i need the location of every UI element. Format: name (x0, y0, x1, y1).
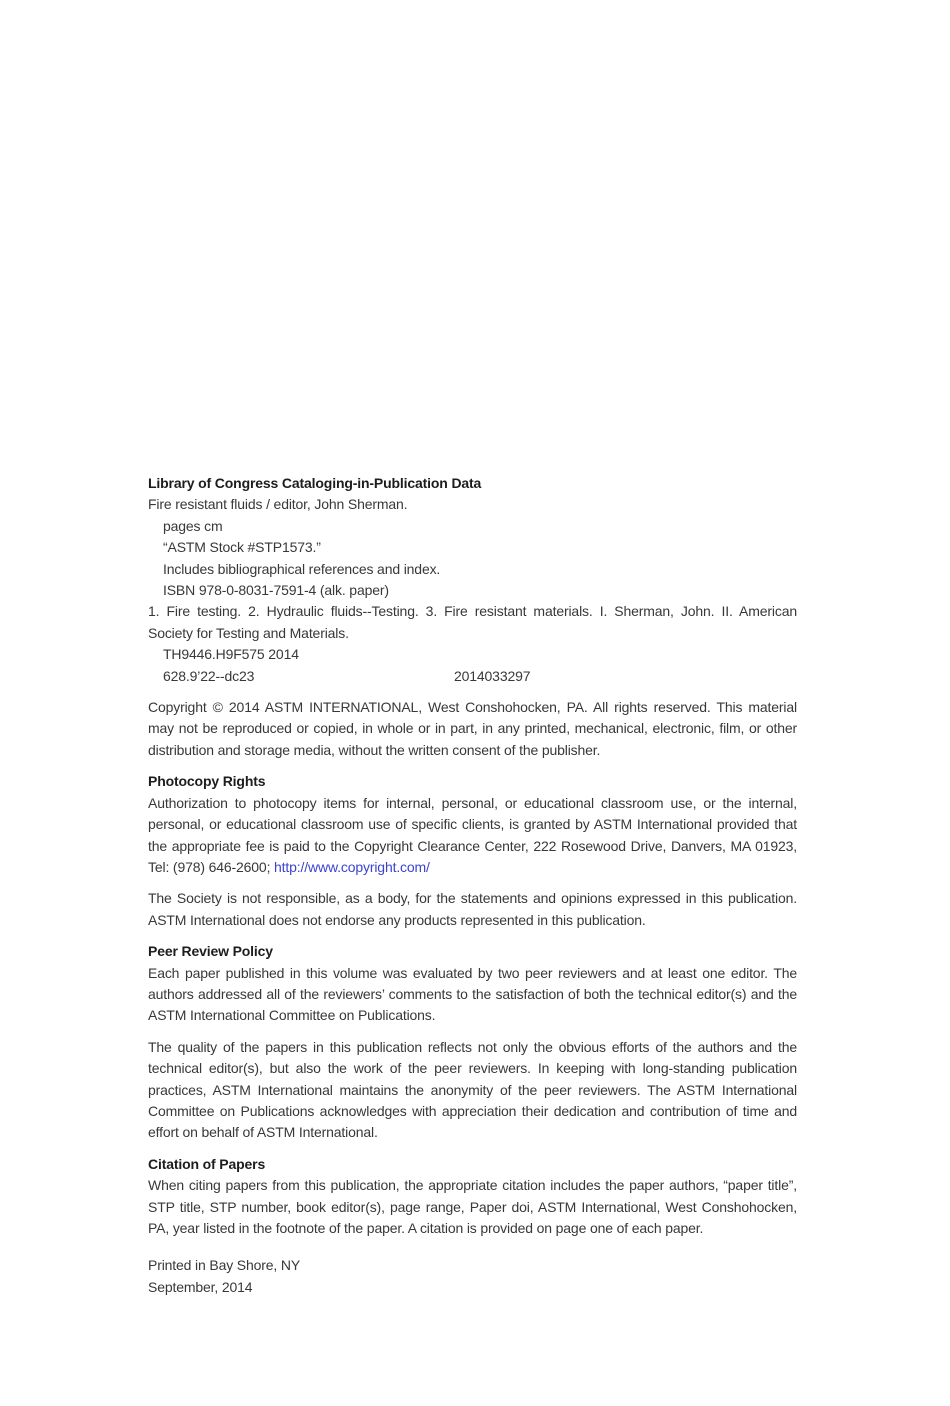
loc-stock-number-line: “ASTM Stock #STP1573.” (163, 539, 321, 556)
loc-dewey-row (148, 666, 797, 687)
photocopy-rights-text: Authorization to photocopy items for internal, personal, or educational classroom use, or the internal, personal, or educational classroom use of specific clients, is granted by ASTM International provided that the appropriate fee is paid to the Copyright Clearance Center, 222 Rosewood Drive, Danvers, MA 01923, Tel: (978) 646-2600; (148, 794, 797, 875)
loc-control-number: 2014033297 (454, 667, 531, 684)
peer-review-paragraph-1: Each paper published in this volume was evaluated by two peer reviewers and at least one editor. The authors addressed all of the reviewers’ comments to the satisfaction of both the technical editor(s) and the ASTM International Committee on Publications. (148, 964, 797, 1024)
printed-location-line: Printed in Bay Shore, NY (148, 1257, 301, 1274)
loc-dewey-number: 628.9’22--dc23 (163, 667, 255, 684)
citation-of-papers-heading: Citation of Papers (148, 1155, 266, 1172)
loc-call-number: TH9446.H9F575 2014 (163, 646, 299, 663)
loc-references-line: Includes bibliographical references and index. (163, 560, 441, 577)
copyright-notice: Copyright © 2014 ASTM INTERNATIONAL, West Conshohocken, PA. All rights reserved. This material may not be reproduced or copied, in whole or in part, in any printed, mechanical, electronic, film, or other distribution and storage media, without the written consent of the publisher. (148, 699, 797, 758)
society-disclaimer-paragraph: The Society is not responsible, as a body, for the statements and opinions expressed in this publication. ASTM International does not endorse any products represented in this publication. (148, 890, 797, 928)
loc-subject-headings: 1. Fire testing. 2. Hydraulic fluids--Testing. 3. Fire resistant materials. I. Sherman, John. II. American Society for Testing and Materials. (148, 603, 797, 641)
loc-isbn-line: ISBN 978-0-8031-7591-4 (alk. paper) (163, 582, 389, 599)
photocopy-rights-heading: Photocopy Rights (148, 773, 266, 790)
peer-review-policy-heading: Peer Review Policy (148, 943, 273, 960)
print-date-line: September, 2014 (148, 1278, 253, 1295)
colophon (148, 1255, 797, 1298)
citation-paragraph: When citing papers from this publication, the appropriate citation includes the paper authors, “paper title”, STP title, STP number, book editor(s), page range, Paper doi, ASTM International, West Conshohocken, PA, year listed in the footnote of the paper. A citation is provided on page one of each paper. (148, 1177, 797, 1236)
loc-cataloging-heading: Library of Congress Cataloging-in-Publication Data (148, 475, 482, 491)
copyright-com-link[interactable]: http://www.copyright.com/ (274, 858, 430, 875)
front-matter-text-block (148, 473, 797, 1298)
photocopy-rights-paragraph (148, 793, 797, 879)
loc-pages-line: pages cm (163, 517, 223, 534)
peer-review-paragraph-2: The quality of the papers in this publication reflects not only the obvious efforts of the authors and the technical editor(s), but also the work of the peer reviewers. In keeping with long-standing publication practices, ASTM International maintains the anonymity of the peer reviewers. The ASTM International Committee on Publications acknowledges with appreciation their dedication and contribution of time and effort on behalf of ASTM International. (148, 1038, 797, 1141)
loc-main-entry: Fire resistant fluids / editor, John Sherman. (148, 496, 408, 513)
